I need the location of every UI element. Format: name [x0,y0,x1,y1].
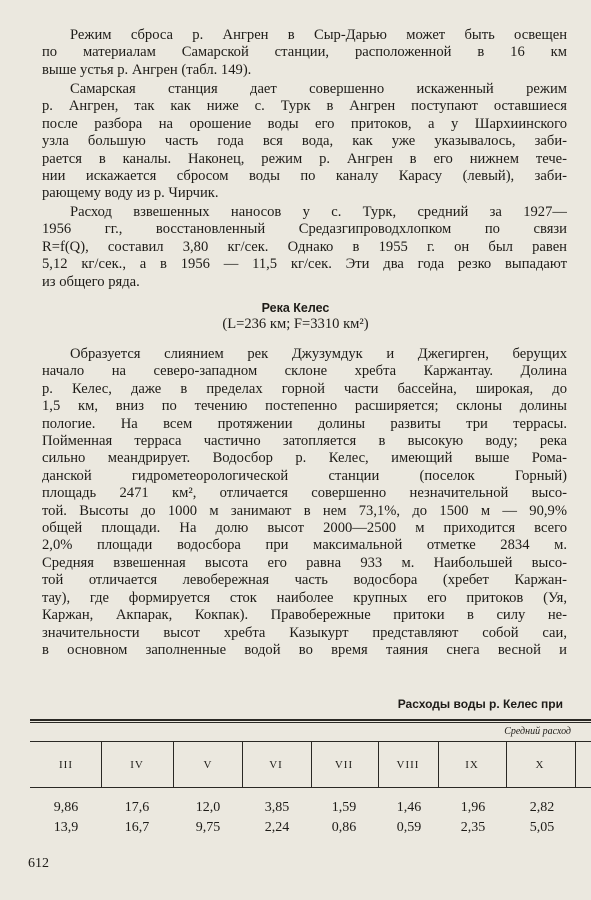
table-cell: 12,0 [195,800,221,815]
column-divider [438,742,439,787]
column-divider [575,742,576,787]
text-line: из общего ряда. [42,273,140,290]
table-cell: 13,9 [53,820,79,835]
table-cell: 9,86 [53,800,79,815]
table-cell: 2,24 [264,820,290,835]
column-header: VII [334,759,354,771]
table-top-rule-thin [30,722,591,723]
text-line: данской гидрометеорологической станции (поселок Горный) [42,467,567,484]
text-line: в основном заполненные водой во время таяния снега весной и [42,641,567,658]
column-header: IX [465,759,479,771]
paragraph-2 [42,81,567,203]
column-header: III [59,759,73,771]
table-header-bottom-rule [30,787,591,788]
text-line: Образуется слиянием рек Джузумдук и Джегирген, берущих [70,346,567,362]
text-line: R=f(Q), составил 3,80 кг/сек. Однако в 1955 г. он был равен [42,238,567,255]
text-line: р. Ангрен, так как ниже с. Турк в Ангрен поступают оставшиеся [42,98,567,115]
text-line: той отличается левобережная часть водосбора (хребет Каржан- [42,572,567,589]
table-title: Расходы воды р. Келес при [397,697,563,711]
text-line: 5,12 кг/сек., а в 1956 — 11,5 кг/сек. Эти два года резко выпадают [42,256,567,273]
column-divider [506,742,507,787]
table-cell: 1,46 [396,800,422,815]
text-line: общей площади. На долю высот 2000—2500 м приходится всего [42,520,567,537]
column-divider [242,742,243,787]
text-line: Самарская станция дает совершенно искаженный режим [70,81,567,97]
table-top-rule [30,719,591,721]
paragraph-4 [42,346,567,659]
table-cell: 2,82 [529,800,555,815]
text-line: Каржан, Акпарак, Кокпак). Правобережные притоки в силу не- [42,607,567,624]
text-line: тау), где формируется сток наиболее крупных его притоков (Уя, [42,589,567,606]
table-cell: 0,86 [331,820,357,835]
column-divider [311,742,312,787]
paragraph-1 [42,27,567,79]
text-line: площадь 2471 км², отличается совершенно незначительной высо- [42,485,567,502]
text-line: выше устья р. Ангрен (табл. 149). [42,61,252,78]
column-divider [101,742,102,787]
text-line: р. Келес, даже в пределах горной части бассейна, широкая, до [42,380,567,397]
table-cell: 17,6 [124,800,150,815]
text-line: Режим сброса р. Ангрен в Сыр-Дарью может быть освещен [70,27,567,43]
text-line: 1956 гг., восстановленный Средазгипроводхлопком по связи [42,221,567,238]
table-cell: 2,35 [460,820,486,835]
text-line: узла большую часть года вся вода, как уже указывалось, заби- [42,133,567,150]
column-header: IV [130,759,144,771]
table-cell: 3,85 [264,800,290,815]
text-line: той. Высоты до 1000 м занимают в нем 73,1%, до 1500 м — 90,9% [42,502,567,519]
text-line: Пойменная терраса частично затопляется в высокую воду; река [42,433,567,450]
column-header: VIII [396,759,420,771]
text-line: после разбора на орошение воды его притоков, а у Шархиинского [42,115,567,132]
text-line: нии искажается сбросом воды по каналу Карасу (левый), заби- [42,168,567,185]
text-line: по материалам Самарской станции, расположенной в 16 км [42,44,567,61]
column-header: VI [269,759,283,771]
table-cell: 16,7 [124,820,150,835]
section-subheading: (L=236 км; F=3310 км²) [222,316,369,332]
text-line: Средняя взвешенная высота его равна 933 м. Наибольшей высо- [42,554,567,571]
text-line: значительности высот хребта Казыкурт представляют собой саи, [42,624,567,641]
text-line: 2,0% площади водосбора при максимальной отметке 2834 м. [42,537,567,554]
paragraph-3 [42,204,567,291]
table-cell: 5,05 [529,820,555,835]
page-number: 612 [28,856,49,871]
column-header: V [203,759,213,771]
table-cell: 1,96 [460,800,486,815]
text-line: 1,5 км, вниз по течению постепенно расширяется; склоны долины [42,398,567,415]
table-cell: 0,59 [396,820,422,835]
table-cell: 1,59 [331,800,357,815]
text-line: начало на северо-западном склоне хребта Каржантау. Долина [42,363,567,380]
text-line: рается в каналы. Наконец, режим р. Ангрен в его нижнем тече- [42,150,567,167]
section-heading: Река Келес [261,301,330,315]
text-line: Расход взвешенных наносов у с. Турк, средний за 1927— [70,204,567,220]
text-line: рающему воду из р. Чирчик. [42,185,219,202]
column-header: X [535,759,545,771]
table-group-header: Средний расход [504,726,571,737]
text-line: пологие. На всем протяжении долины развиты три террасы. [42,415,567,432]
column-divider [173,742,174,787]
table-cell: 9,75 [195,820,221,835]
text-line: сильно меандрирует. Водосбор р. Келес, имеющий выше Рома- [42,450,567,467]
